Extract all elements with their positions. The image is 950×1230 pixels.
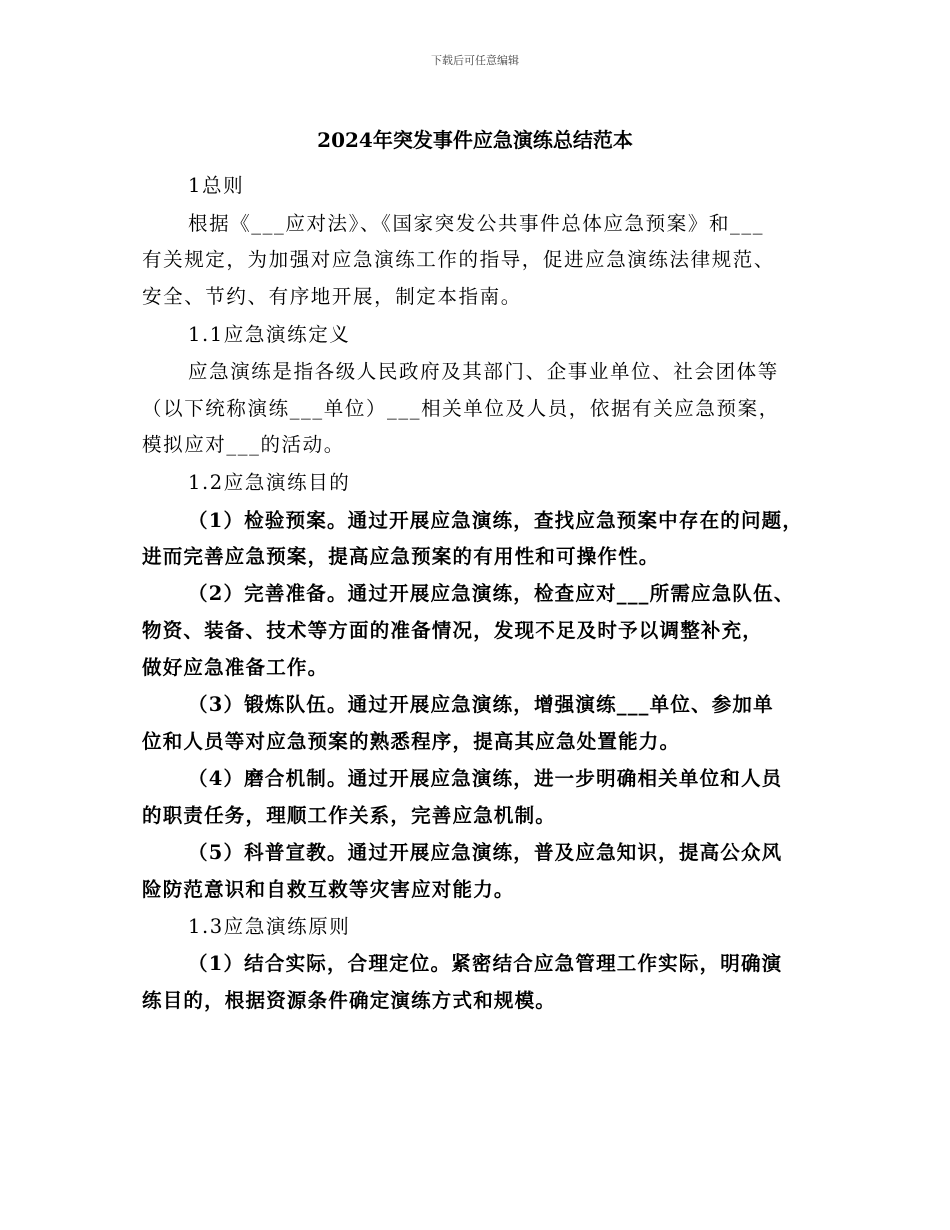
paragraph-line: 的职责任务，理顺工作关系，完善应急机制。 [142,804,557,827]
paragraph-line: （3）锻炼队伍。通过开展应急演练，增强演练___单位、参加单 [188,693,774,716]
paragraph-line: 应急演练是指各级人民政府及其部门、企事业单位、社会团体等 [188,360,779,383]
paragraph-line: 险防范意识和自救互救等灾害应对能力。 [142,878,515,901]
paragraph-line: （2）完善准备。通过开展应急演练，检查应对___所需应急队伍、 [188,582,795,605]
section-heading: 1.2应急演练目的 [188,471,351,494]
section-heading: 1总则 [188,174,245,197]
paragraph-line: （1）检验预案。通过开展应急演练，查找应急预案中存在的问题， [188,509,804,532]
paragraph-line: （以下统称演练___单位）___相关单位及人员，依据有关应急预案， [142,397,780,420]
paragraph-line: 做好应急准备工作。 [142,656,329,679]
paragraph-line: （5）科普宣教。通过开展应急演练，普及应急知识，提高公众风 [188,841,783,864]
page-header: 下载后可任意编辑 [431,54,519,67]
paragraph-line: 进而完善应急预案，提高应急预案的有用性和可操作性。 [142,545,660,568]
paragraph-line: 安全、节约、有序地开展，制定本指南。 [142,285,522,308]
paragraph-line: 物资、装备、技术等方面的准备情况，发现不足及时予以调整补充， [142,619,764,642]
paragraph-line: 有关规定，为加强对应急演练工作的指导，促进应急演练法律规范、 [142,248,776,271]
paragraph-line: 位和人员等对应急预案的熟悉程序，提高其应急处置能力。 [142,730,681,753]
section-heading: 1.3应急演练原则 [188,915,351,938]
paragraph-line: 模拟应对___的活动。 [142,433,345,456]
document-title: 2024年突发事件应急演练总结范本 [317,128,633,152]
paragraph-line: 练目的，根据资源条件确定演练方式和规模。 [142,989,557,1012]
paragraph-line: （1）结合实际，合理定位。紧密结合应急管理工作实际，明确演 [188,952,783,975]
paragraph-line: 根据《___应对法》、《国家突发公共事件总体应急预案》和___ [188,212,765,235]
paragraph-line: （4）磨合机制。通过开展应急演练，进一步明确相关单位和人员 [188,767,783,790]
section-heading: 1.1应急演练定义 [188,323,351,346]
